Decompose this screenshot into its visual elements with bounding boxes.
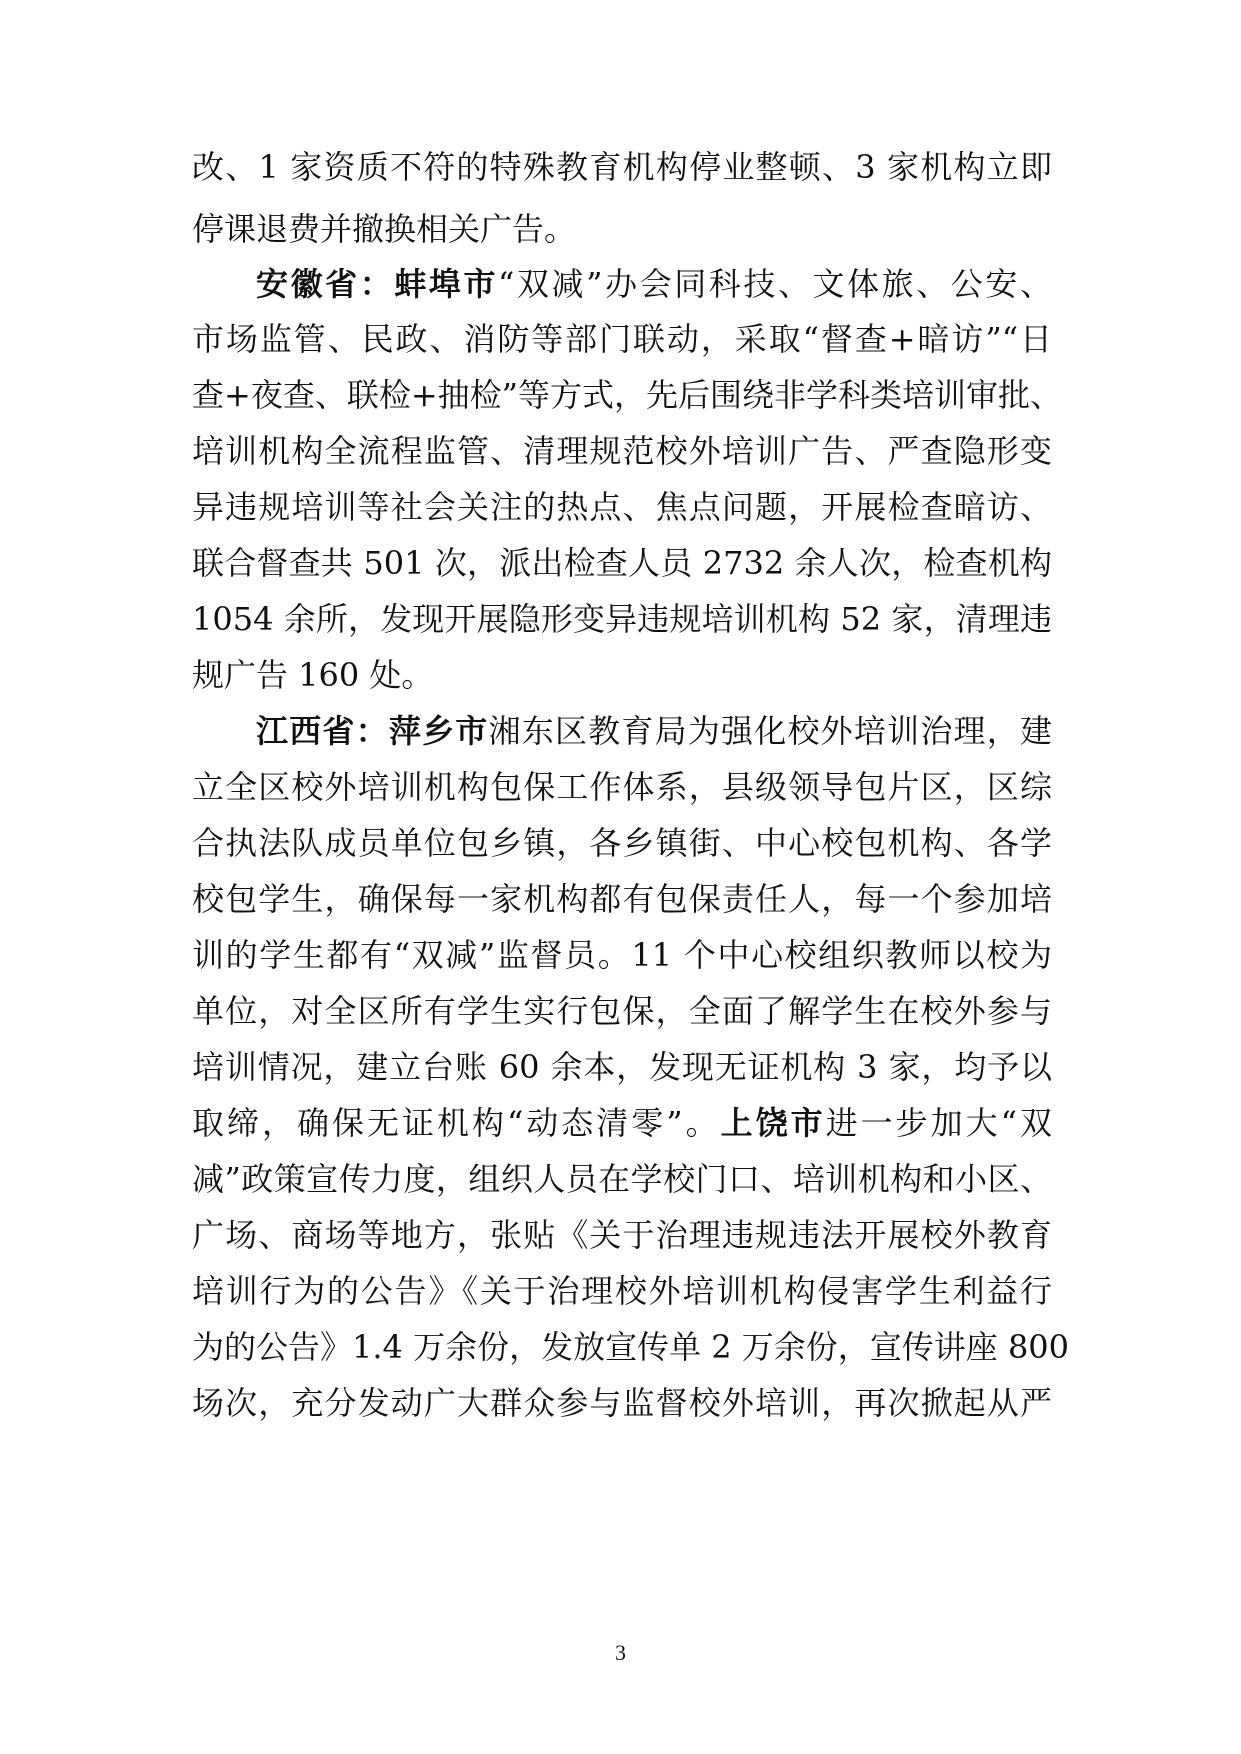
paragraph-3-line-2: 立全区校外培训机构包保工作体系，县级领导包片区，区综 [192, 768, 1052, 806]
paragraph-3-line-12: 为的公告》1.4 万余份，发放宣传单 2 万余份，宣传讲座 800 [192, 1328, 1070, 1366]
paragraph-3-line-1-text: 湘东区教育局为强化校外培训治理，建 [488, 712, 1052, 750]
paragraph-3-line-3: 合执法队成员单位包乡镇，各乡镇街、中心校包机构、各学 [192, 824, 1052, 862]
paragraph-3-line-8 [192, 1092, 1052, 1154]
province-jiangxi: 江西省： [256, 712, 389, 750]
paragraph-2-line-7: 1054 余所，发现开展隐形变异违规培训机构 52 家，清理违 [192, 600, 1052, 638]
paragraph-2-line-1 [256, 253, 1052, 315]
paragraph-3-line-4: 校包学生，确保每一家机构都有包保责任人，每一个参加培 [192, 880, 1052, 918]
paragraph-3-line-6: 单位，对全区所有学生实行包保，全面了解学生在校外参与 [192, 992, 1052, 1030]
paragraph-3-line-8-pre: 取缔，确保无证机构“动态清零”。 [192, 1104, 721, 1142]
paragraph-2-line-2: 市场监管、民政、消防等部门联动，采取“督查+暗访”“日 [192, 320, 1052, 358]
paragraph-3-line-8-rest: 进一步加大“双 [825, 1104, 1052, 1142]
paragraph-2-line-1-text: “双减”办会同科技、文体旅、公安、 [498, 265, 1052, 303]
paragraph-1-line-2: 停课退费并撤换相关广告。 [192, 210, 577, 248]
paragraph-3-line-11: 培训行为的公告》《关于治理校外培训机构侵害学生利益行 [192, 1272, 1052, 1310]
paragraph-1-line-1: 改、1 家资质不符的特殊教育机构停业整顿、3 家机构立即 [192, 148, 1052, 186]
paragraph-3-line-7: 培训情况，建立台账 60 余本，发现无证机构 3 家，均予以 [192, 1048, 1052, 1086]
paragraph-3-line-10: 广场、商场等地方，张贴《关于治理违规违法开展校外教育 [192, 1216, 1052, 1254]
city-shangrao: 上饶市 [720, 1104, 826, 1142]
paragraph-3-line-5: 训的学生都有“双减”监督员。11 个中心校组织教师以校为 [192, 936, 1052, 974]
paragraph-2-line-6: 联合督查共 501 次，派出检查人员 2732 余人次，检查机构 [192, 544, 1052, 582]
paragraph-3-line-9: 减”政策宣传力度，组织人员在学校门口、培训机构和小区、 [192, 1160, 1052, 1198]
paragraph-2-line-5: 异违规培训等社会关注的热点、焦点问题，开展检查暗访、 [192, 488, 1052, 526]
paragraph-2-line-3: 查+夜查、联检+抽检”等方式，先后围绕非学科类培训审批、 [192, 376, 1062, 414]
page-number: 3 [615, 1640, 626, 1665]
paragraph-2-line-8: 规广告 160 处。 [192, 656, 434, 694]
paragraph-3-line-13: 场次，充分发动广大群众参与监督校外培训，再次掀起从严 [192, 1384, 1052, 1422]
city-pingxiang: 萍乡市 [388, 712, 489, 750]
paragraph-2-line-4: 培训机构全流程监管、清理规范校外培训广告、严查隐形变 [192, 432, 1052, 470]
city-bengbu: 蚌埠市 [394, 265, 499, 303]
paragraph-3-line-1 [256, 700, 1052, 762]
province-anhui: 安徽省： [256, 265, 395, 303]
